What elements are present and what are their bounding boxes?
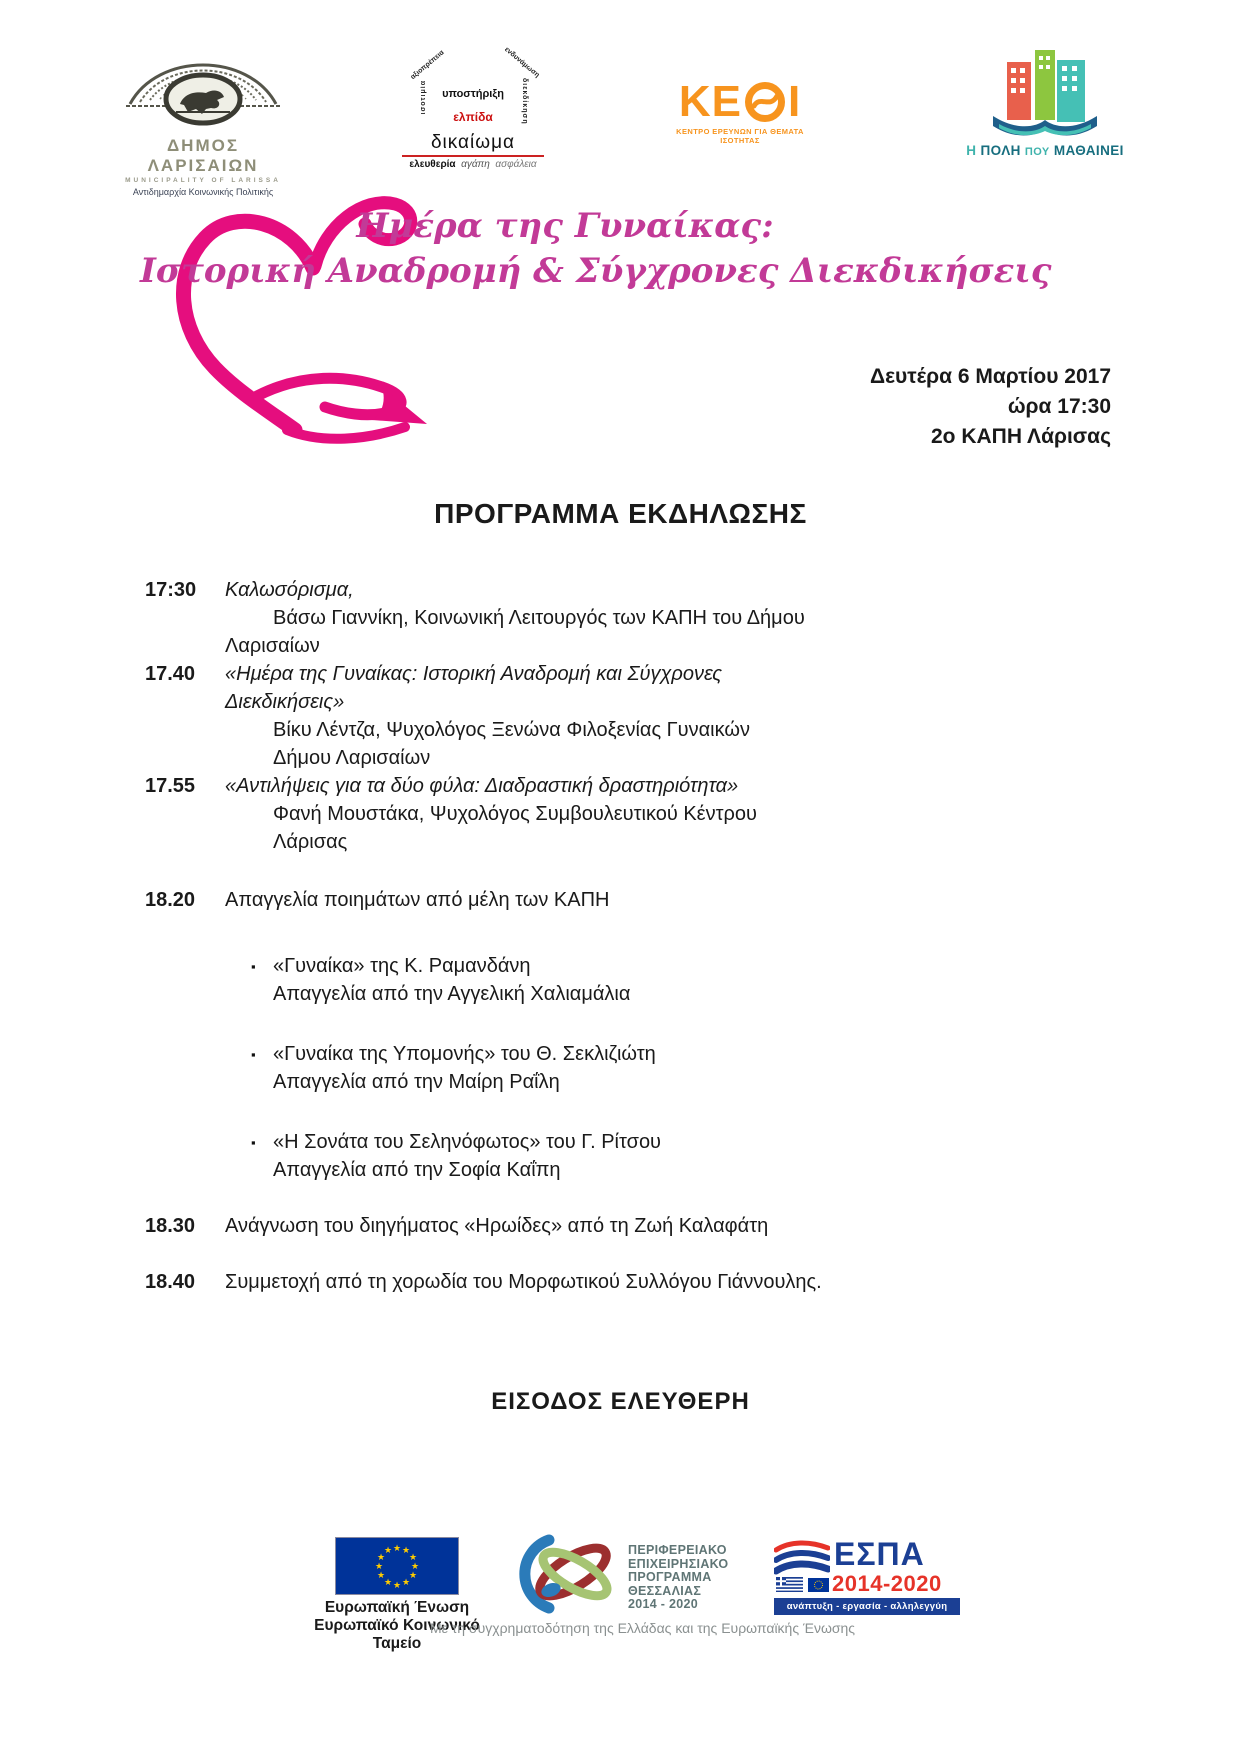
espa-years: 2014-2020 [832,1571,942,1596]
program-line: Βίκυ Λέντζα, Ψυχολόγος Ξενώνα Φιλοξενίας Γυναικών [273,719,750,741]
program-line: «Αντιλήψεις για τα δύο φύλα: Διαδραστική δραστηριότητα» [225,775,739,797]
city-text-mathainei: ΜΑΘΑΙΝΕΙ [1053,143,1124,158]
city-logo-text [955,143,1135,158]
greek-flag-icon [776,1577,803,1597]
house-wall-left-word: ισοτιμία [420,80,427,115]
program-line: Καλωσόρισμα, [225,579,354,601]
program-item-1820 [0,886,1241,1184]
svg-text:★: ★ [376,1571,386,1581]
bullet-icon: ▪ [251,1047,256,1062]
poem-title: «Η Σονάτα του Σεληνόφωτος» του Γ. Ρίτσου [273,1131,661,1153]
poem-bullet-item [251,1040,1241,1096]
larissa-logo-title: ΔΗΜΟΣ ΛΑΡΙΣΑΙΩΝ [147,136,259,175]
program-time: 18.20 [145,889,196,911]
poem-bullet-item [251,952,1241,1008]
program-time: 17.40 [145,663,196,685]
program-item-1730 [0,576,1241,660]
house-roof-left-word: αξιοπρέπεια [409,49,446,81]
program-time: 17.55 [145,775,196,797]
house-footer-words [390,159,556,170]
svg-text:★: ★ [392,1581,402,1591]
house-word-safety: ασφάλεια [495,159,537,170]
poem-reciter: Απαγγελία από την Σοφία Καΐπη [273,1159,561,1181]
larissa-logo-subtitle-en: MUNICIPALITY OF LARISSA [125,177,281,184]
svg-text:★: ★ [408,1553,418,1563]
kethi-theta-swirl-icon [744,81,786,123]
poem-reciter: Απαγγελία από την Αγγελική Χαλιαμάλια [273,983,631,1005]
svg-text:★: ★ [392,1544,402,1554]
program-line: Λαρισαίων [225,635,320,657]
event-title-line1: Ημέρα της Γυναίκας: [356,206,774,246]
bullet-icon: ▪ [251,1135,256,1150]
program-time: 18.30 [145,1215,196,1237]
house-roof-right-word: ενδυνάμωση [503,45,541,79]
bullet-icon: ▪ [251,959,256,974]
program-time: 18.40 [145,1271,196,1293]
svg-text:★: ★ [383,1546,393,1556]
program-item-1755 [0,772,1241,856]
house-word-right: δικαίωμα [430,132,516,153]
dikaioma-house-logo [408,45,541,170]
program-line: «Ημέρα της Γυναίκας: Ιστορική Αναδρομή και Σύγχρονες [225,663,722,685]
program-item-1830 [0,1212,1241,1240]
house-word-hope: ελπίδα [453,110,493,124]
eu-label-union: Ευρωπαϊκή Ένωση [324,1599,470,1616]
poem-bullet-item [251,1128,1241,1184]
larissa-logo-subtitle-gr: Αντιδημαρχία Κοινωνικής Πολιτικής [132,187,274,197]
pep-line: ΠΡΟΓΡΑΜΜΑ [628,1570,712,1584]
free-entry-label: ΕΙΣΟΔΟΣ ΕΛΕΥΘΕΡΗ [491,1388,750,1415]
program-line: Βάσω Γιαννίκη, Κοινωνική Λειτουργός των ΚΑΠΗ του Δήμου [273,607,805,629]
larissa-municipality-logo [112,42,294,197]
eu-mini-flag-icon [808,1578,829,1597]
city-text-h: Η [966,143,977,158]
svg-text:★: ★ [401,1578,411,1588]
house-red-underline [402,155,544,157]
regional-programme-logo [515,1534,729,1623]
house-word-freedom: ελευθερία [409,159,456,170]
kethi-subtitle: ΚΕΝΤΡΟ ΕΡΕΥΝΩΝ ΓΙΑ ΘΕΜΑΤΑ ΙΣΟΤΗΤΑΣ [676,127,804,145]
program-line: Ανάγνωση του διηγήματος «Ηρωίδες» από τη Ζωή Καλαφάτη [225,1215,769,1237]
event-time: ώρα 17:30 [1007,395,1111,418]
city-text-poli: ΠΟΛΗ [980,143,1021,158]
event-date: Δευτέρα 6 Μαρτίου 2017 [870,365,1111,388]
svg-text:★: ★ [410,1562,420,1572]
program-heading: ΠΡΟΓΡΑΜΜΑ ΕΚΔΗΛΩΣΗΣ [434,498,807,529]
kethi-letters-ke: ΚΕ [678,77,742,126]
pep-line: ΠΕΡΙΦΕΡΕΙΑΚΟ [628,1543,727,1557]
svg-text:★: ★ [374,1562,384,1572]
house-wall-right-word: διεκδίκηση [521,78,528,125]
city-text-pou: ΠΟΥ [1024,146,1050,158]
program-line: Φανή Μουστάκα, Ψυχολόγος Συμβουλευτικού Κέντρου [273,803,757,825]
event-title-line2: Ιστορική Αναδρομή & Σύγχρονες Διεκδικήσεις [140,251,1052,291]
svg-text:★: ★ [408,1571,418,1581]
program-line: Δήμου Λαρισαίων [273,747,431,769]
program-item-1740 [0,660,1241,772]
pep-line: ΘΕΣΣΑΛΙΑΣ [628,1583,702,1598]
program-line: Λάρισας [273,831,348,853]
house-word-support: υποστήριξη [442,88,504,100]
poem-reciter: Απαγγελία από την Μαίρη Ραΐλη [273,1071,560,1093]
pep-line: ΕΠΙΧΕΙΡΗΣΙΑΚΟ [628,1556,729,1571]
espa-wordmark: ΕΣΠΑ [834,1536,925,1572]
program-schedule [0,576,1241,1296]
house-word-love: αγάπη [461,159,490,170]
program-line: Διεκδικήσεις» [225,691,345,713]
espa-flags [776,1577,829,1597]
kethi-logo [660,77,820,145]
poem-title: «Γυναίκα της Υπομονής» του Θ. Σεκλιζιώτη [273,1043,656,1065]
svg-text:★: ★ [383,1578,393,1588]
event-title [140,204,1052,294]
program-line: Απαγγελία ποιημάτων από μέλη των ΚΑΠΗ [225,889,610,911]
event-datetime-block [870,362,1111,452]
poem-title: «Γυναίκα» της Κ. Ραμανδάνη [273,955,531,977]
larissa-coin-emblem-icon [112,42,294,134]
espa-tagline: ανάπτυξη - εργασία - αλληλεγγύη [774,1598,960,1615]
event-venue: 2ο ΚΑΠΗ Λάρισας [931,425,1111,448]
cofinance-note: Με τη συγχρηματοδότηση της Ελλάδας και της Ευρωπαϊκής Ένωσης [429,1620,856,1636]
kethi-wordmark [660,77,820,126]
pep-text-block [628,1544,728,1612]
pep-line: 2014 - 2020 [628,1597,699,1611]
learning-city-logo [955,48,1135,158]
city-buildings-book-icon [955,48,1135,140]
svg-text:★: ★ [376,1553,386,1563]
svg-text:★: ★ [401,1546,411,1556]
program-line: Συμμετοχή από τη χορωδία του Μορφωτικού Συλλόγου Γιάννουλης. [225,1271,822,1293]
program-item-1840 [0,1268,1241,1296]
program-time: 17:30 [145,579,197,601]
eu-label-fund: Ευρωπαϊκό Κοινωνικό Ταμείο [314,1617,480,1652]
kethi-letter-i: Ι [787,77,802,126]
eu-flag-icon [296,1537,498,1595]
